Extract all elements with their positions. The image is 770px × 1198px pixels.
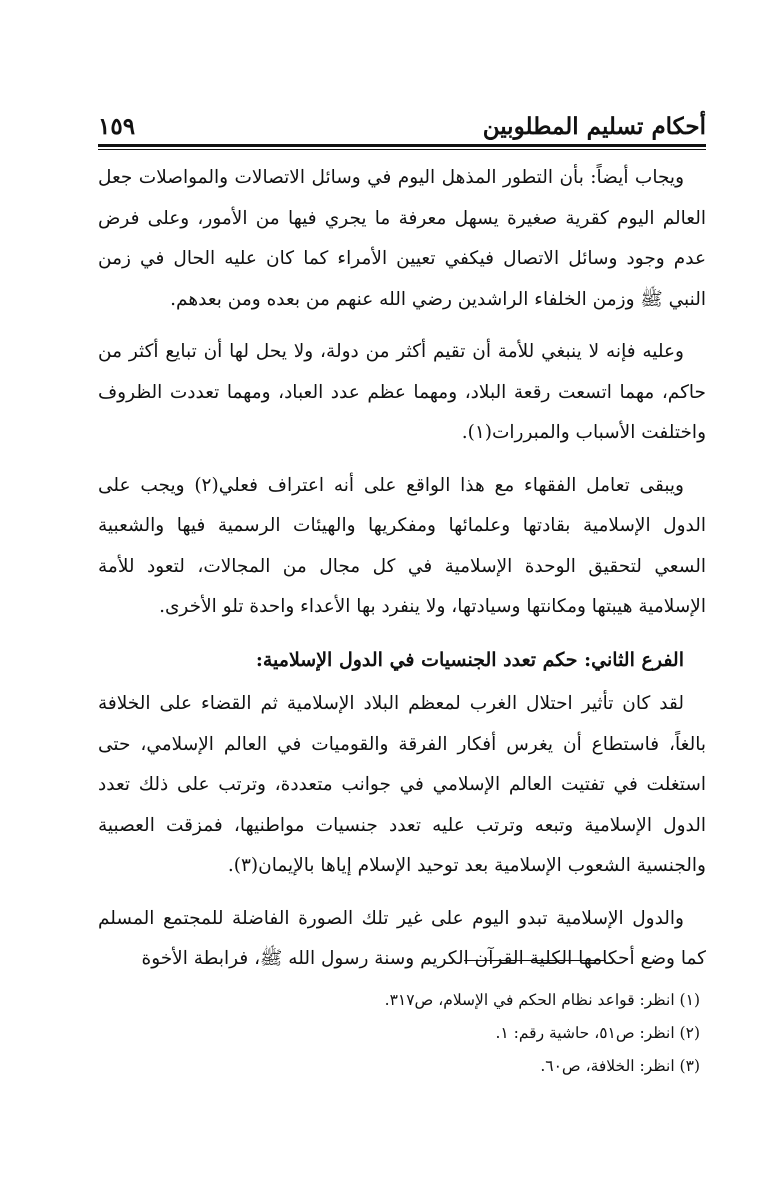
paragraph: وعليه فإنه لا ينبغي للأمة أن تقيم أكثر من دولة، ولا يحل لها أن تبايع أكثر من حاكم، مهما اتسعت رقعة البلاد، ومهما عظم عدد العباد، ومهما تعددت الظروف واختلفت الأسباب والمبررات(١).: [98, 341, 706, 443]
header-rule-thick: [98, 144, 706, 147]
page-header: [98, 96, 706, 140]
body-text: [98, 158, 706, 980]
paragraph: لقد كان تأثير احتلال الغرب لمعظم البلاد الإسلامية ثم القضاء على الخلافة بالغاً، فاستطاع أن يغرس أفكار الفرقة والقوميات في العالم الإسلامي، حتى استغلت في تفتيت العالم الإسلامي في جوانب متعددة، وترتب على ذلك تعدد الدول الإسلامية وتبعه وترتب عليه تعدد جنسيات مواطنيها، فمزقت العصبية والجنسية الشعوب الإسلامية بعد توحيد الإسلام إياها بالإيمان(٣).: [98, 693, 706, 876]
paragraph: ويبقى تعامل الفقهاء مع هذا الواقع على أنه اعتراف فعلي(٢) ويجب على الدول الإسلامية بقادتها وعلمائها ومفكريها والهيئات الرسمية فيها والشعبية السعي لتحقيق الوحدة الإسلامية في كل مجال من المجالات، لتعود للأمة الإسلامية هيبتها ومكانتها وسيادتها، ولا ينفرد بها الأعداء واحدة تلو الأخرى.: [98, 474, 706, 617]
footnote: (٢) انظر: ص٥١، حاشية رقم: ١.: [495, 1024, 700, 1042]
footnote: (١) انظر: قواعد نظام الحكم في الإسلام، ص٣١٧.: [384, 991, 700, 1009]
section-subheading: الفرع الثاني: حكم تعدد الجنسيات في الدول الإسلامية:: [255, 648, 684, 671]
header-rule-thin: [98, 149, 706, 150]
paragraph: ويجاب أيضاً: بأن التطور المذهل اليوم في وسائل الاتصالات والمواصلات جعل العالم اليوم كقرية صغيرة يسهل معرفة ما يجري فيها من الأمور، وعلى فرض عدم وجود وسائل الاتصال فيكفي تعيين الأمراء كما كان عليه الحال في زمن النبي ﷺ وزمن الخلفاء الراشدين رضي الله عنهم من بعده ومن بعدهم.: [98, 167, 706, 310]
footnote-separator: [464, 960, 606, 961]
footnote: (٣) انظر: الخلافة، ص٦٠.: [540, 1057, 700, 1075]
running-title: أحكام تسليم المطلوبين: [482, 113, 706, 140]
footnotes: [98, 984, 700, 1083]
paragraph: والدول الإسلامية تبدو اليوم على غير تلك الصورة الفاضلة للمجتمع المسلم كما وضع أحكامها الكلية القرآن الكريم وسنة رسول الله ﷺ، فرابطة الأخوة: [98, 907, 706, 969]
page-number: ١٥٩: [98, 113, 136, 140]
